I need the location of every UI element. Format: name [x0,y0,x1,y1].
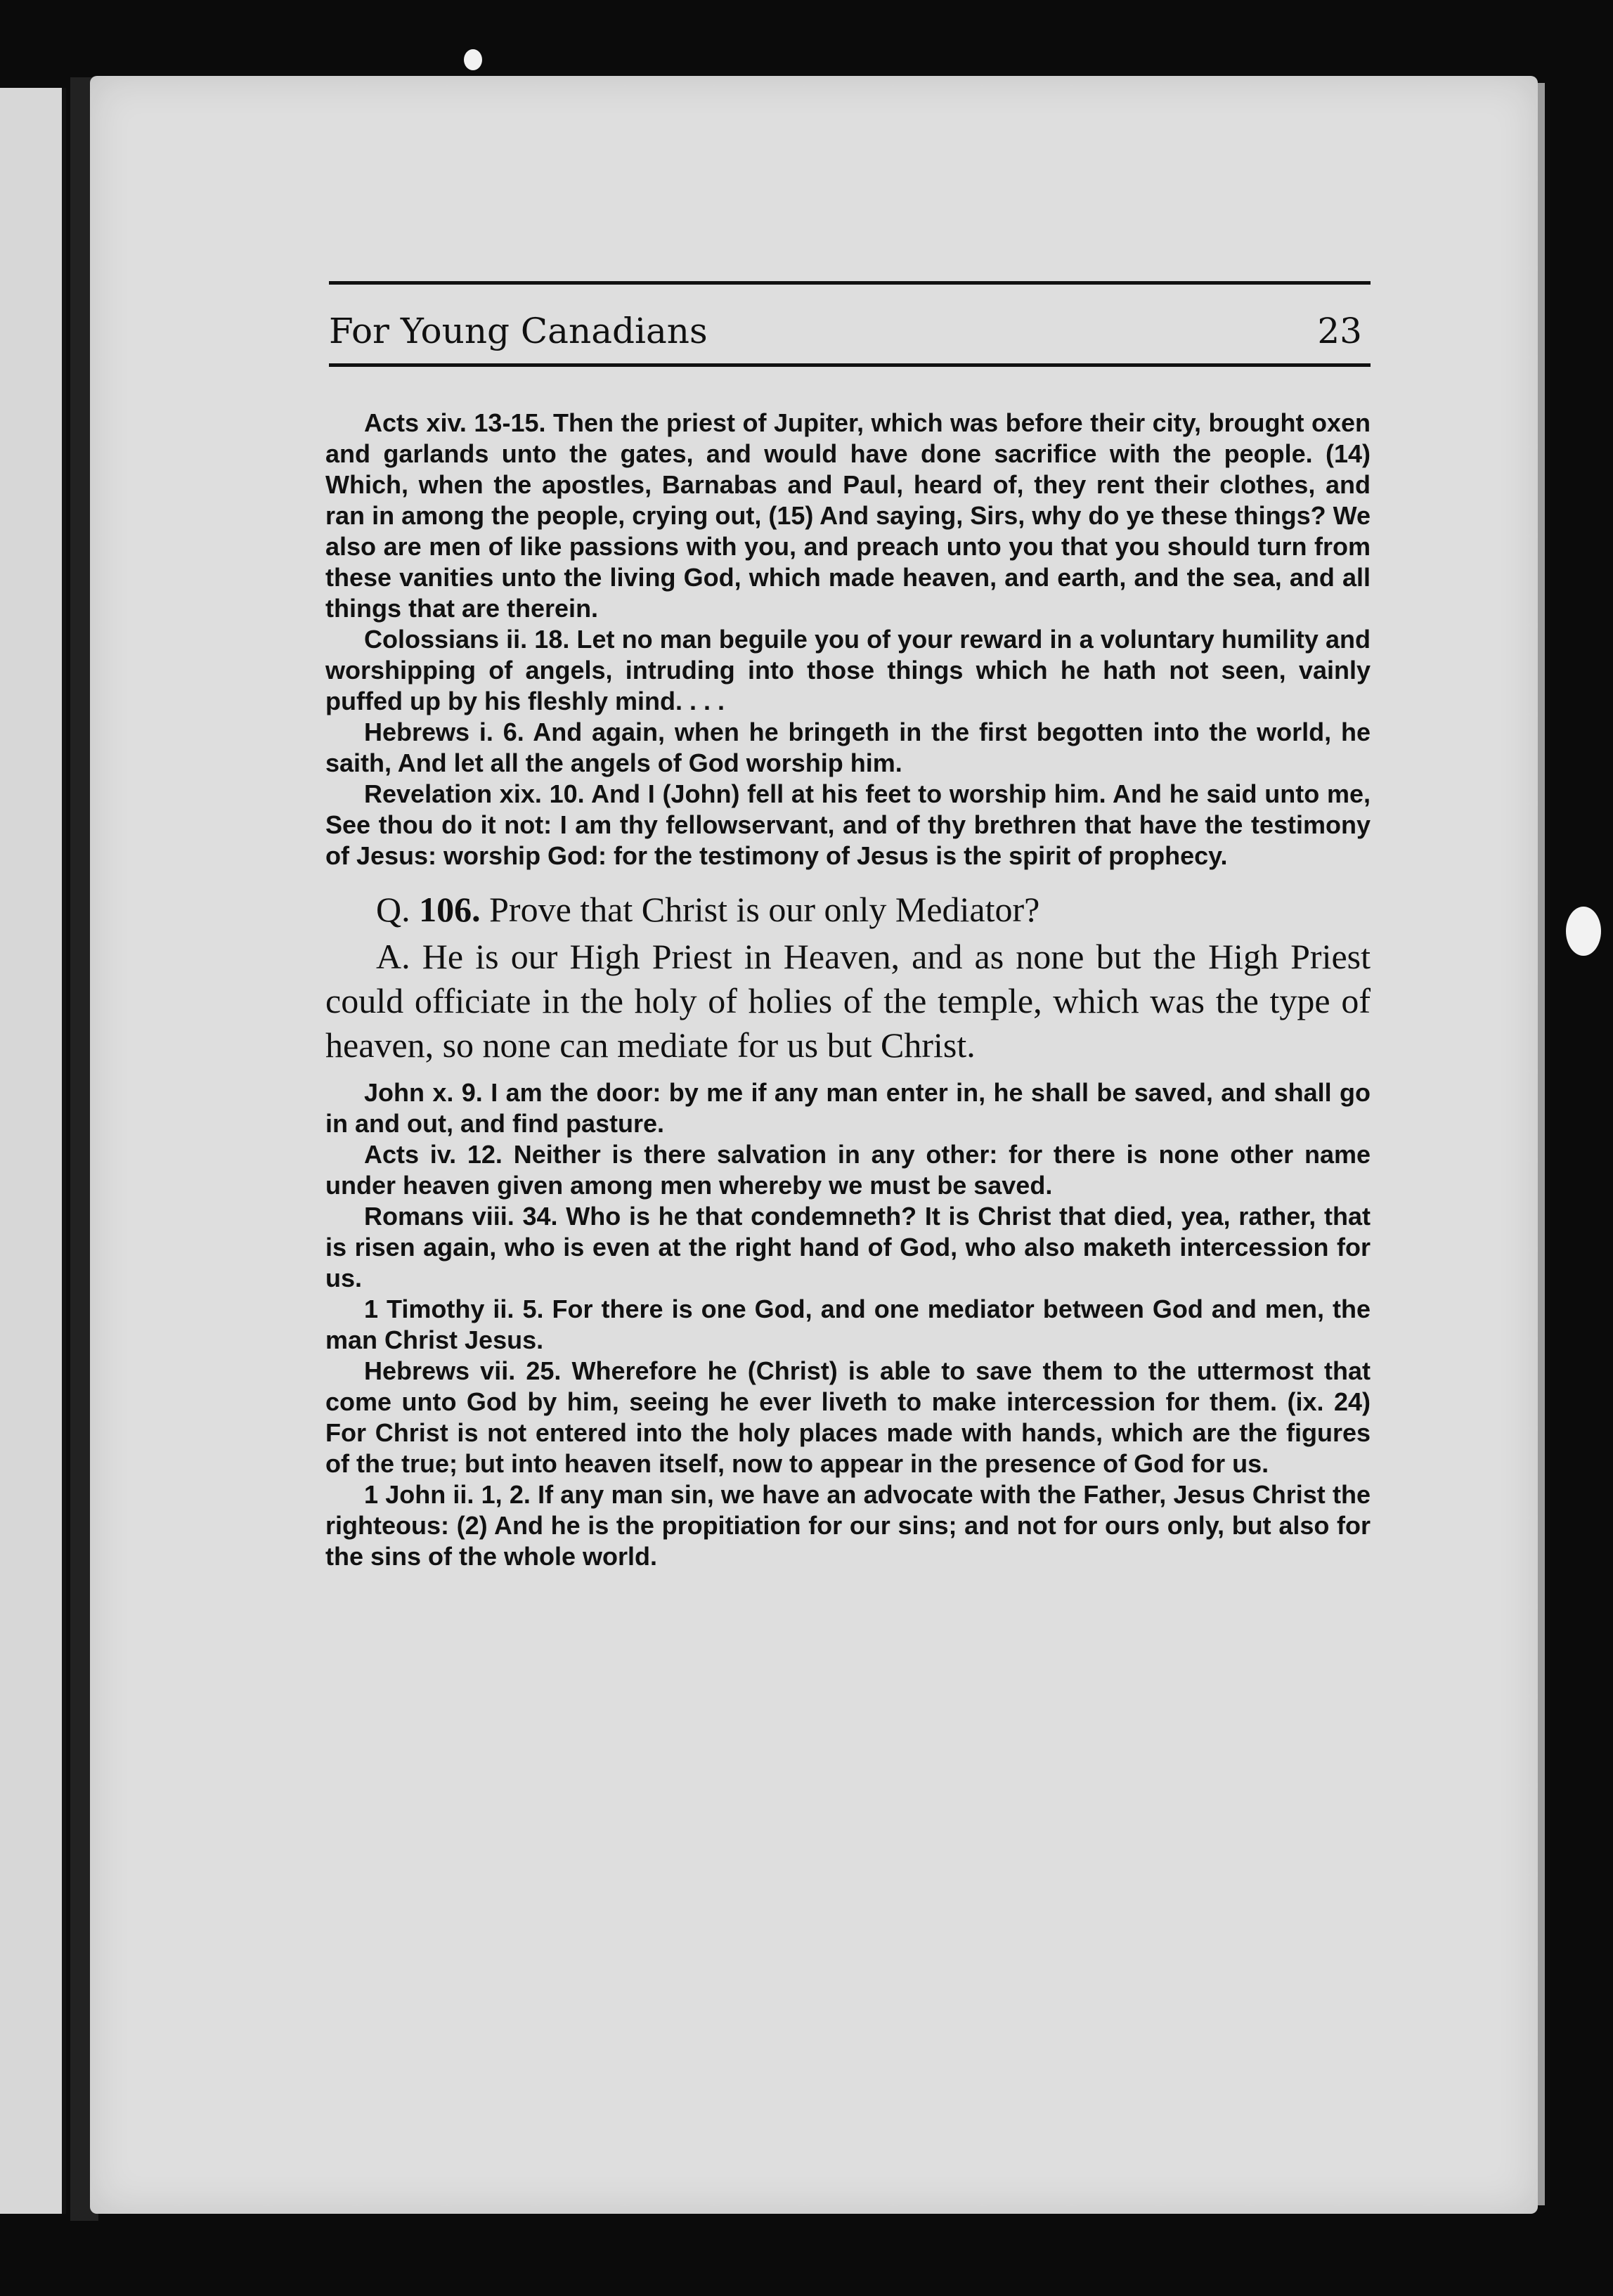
scripture-passage: Romans viii. 34. Who is he that condemneth? It is Christ that died, yea, rather, that is risen again, who is even at the right hand of God, who also maketh intercession for us. [325,1202,1371,1292]
scripture-passage: Hebrews vii. 25. Wherefore he (Christ) is able to save them to the uttermost that come unto God by him, seeing he ever liveth to make intercession for them. (ix. 24) For Christ is not entered into the holy places made with hands, which are the figures of the true; but into heaven itself, now to appear in the presence of God for us. [325,1356,1371,1478]
facing-page-edge [0,88,66,2214]
scripture-passage: Acts xiv. 13-15. Then the priest of Jupiter, which was before their city, brought oxen and garlands unto the gates, and would have done sacrifice with the people. (14) Which, when the apostles, Barnabas and Paul, heard of, they rent their clothes, and ran in among the people, crying out, (15) And saying, Sirs, why do ye these things? We also are men of like passions with you, and preach unto you that you should turn from these vanities unto the living God, which made heaven, and earth, and the sea, and all things that are therein. [325,408,1371,623]
scripture-passage: Hebrews i. 6. And again, when he bringeth in the first begotten into the world, he saith, And let all the angels of God worship him. [325,718,1371,777]
catechism-answer: A. He is our High Priest in Heaven, and as none but the High Priest could officiate in the holy of holies of the temple, which was the type of heaven, so none can mediate for us but Christ. [325,937,1371,1065]
paper-tear-mark [1566,907,1601,956]
header-rule-bottom [329,363,1371,367]
question-text: Prove that Christ is our only Mediator? [489,890,1040,929]
scripture-block-top [325,408,1371,871]
running-header [325,285,1371,363]
page-edge-shadow [1538,83,1545,2205]
question-number: 106. [419,890,481,929]
scripture-passage: Acts iv. 12. Neither is there salvation in any other: for there is none other name under heaven given among men whereby we must be saved. [325,1140,1371,1200]
catechism-question [325,887,1371,932]
scripture-passage: 1 John ii. 1, 2. If any man sin, we have an advocate with the Father, Jesus Christ the righteous: (2) And he is the propitiation for our sins; and not for ours only, but also for the sins of the whole world. [325,1480,1371,1571]
page-content [325,281,1371,1572]
scripture-block-bottom [325,1077,1371,1572]
question-label: Q. [376,890,410,929]
scripture-passage: Revelation xix. 10. And I (John) fell at his feet to worship him. And he said unto me, See thou do it not: I am thy fellowservant, and of thy brethren that have the testimony of Jesus: worship God: for the testimony of Jesus is the spirit of prophecy. [325,779,1371,870]
scripture-passage: Colossians ii. 18. Let no man beguile you of your reward in a voluntary humility and worshipping of angels, intruding into those things which he hath not seen, vainly puffed up by his fleshly mind. . . . [325,625,1371,715]
running-title: For Young Canadians [329,311,708,351]
paper-fleck [464,49,482,70]
scripture-passage: John x. 9. I am the door: by me if any man enter in, he shall be saved, and shall go in and out, and find pasture. [325,1078,1371,1138]
page-number: 23 [1317,311,1362,351]
scripture-passage: 1 Timothy ii. 5. For there is one God, and one mediator between God and men, the man Christ Jesus. [325,1295,1371,1354]
